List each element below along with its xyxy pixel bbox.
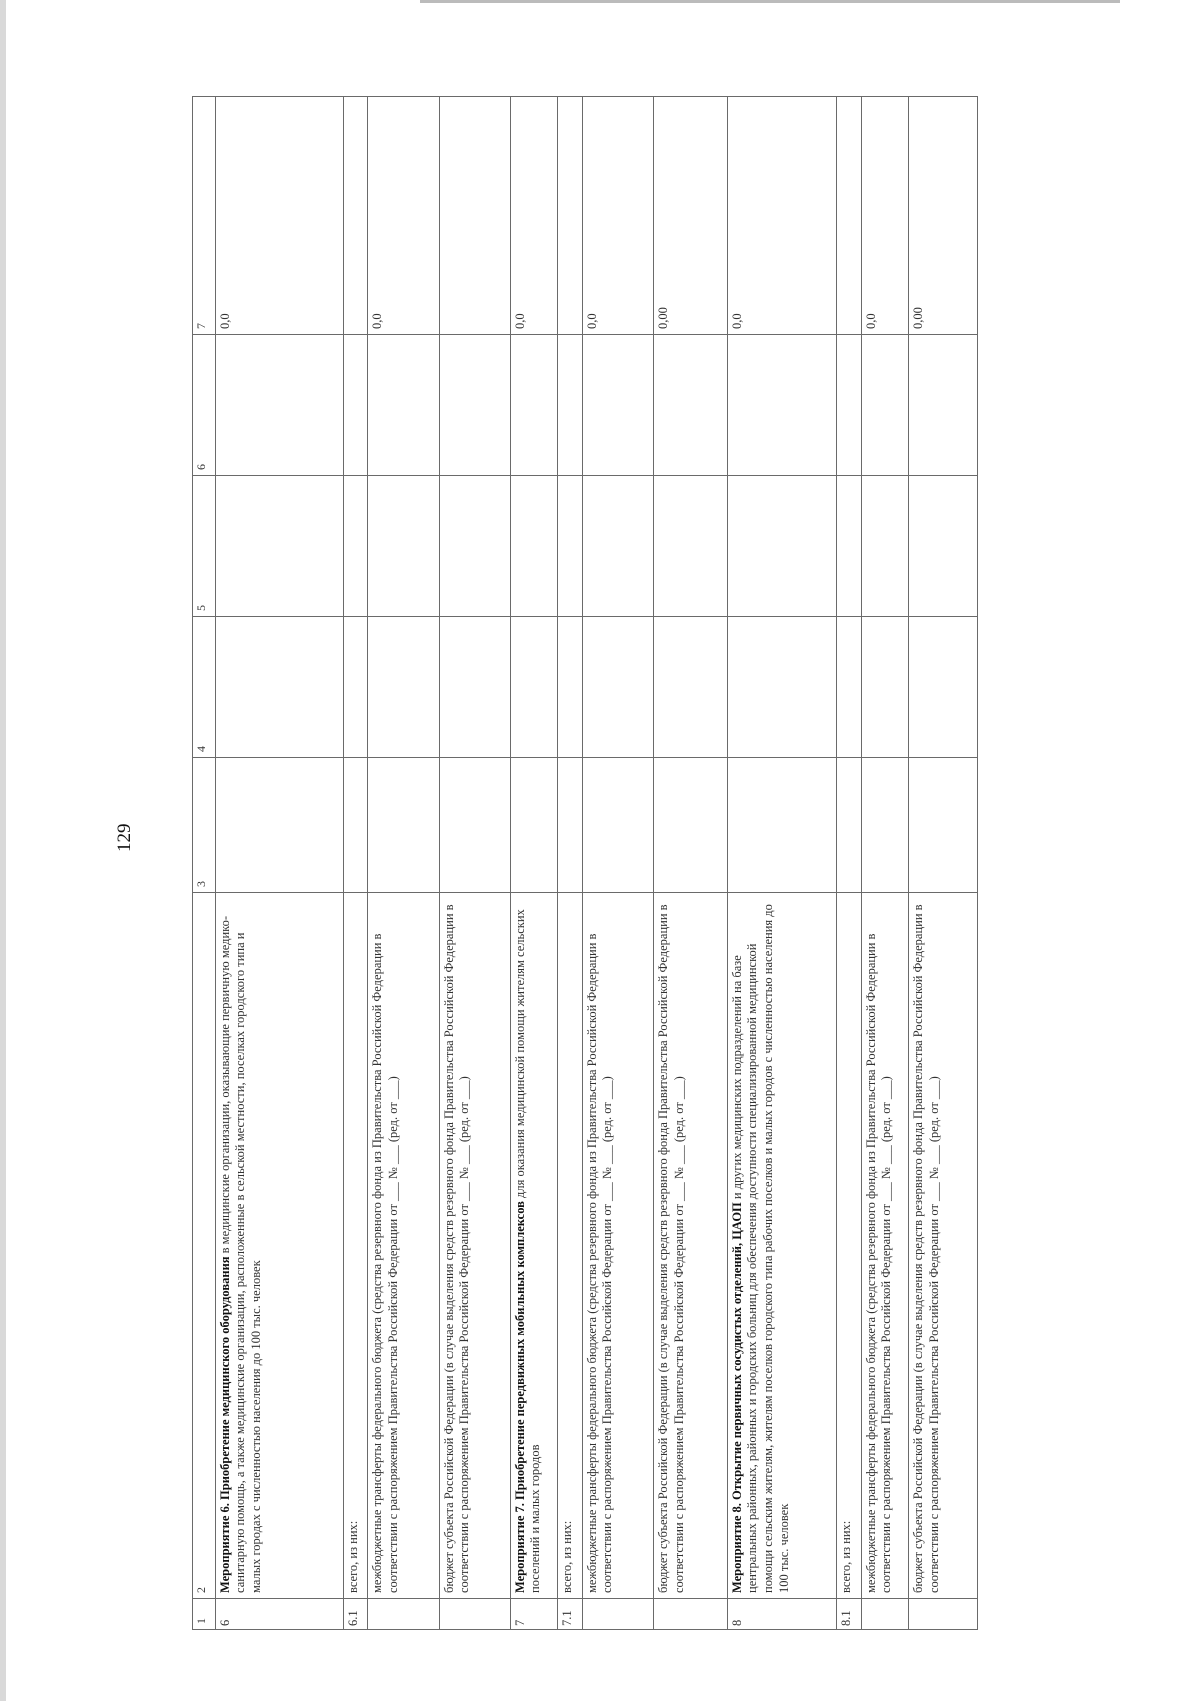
measure-title: Мероприятие 8. Открытие первичных сосудистых отделений, ЦАОП xyxy=(729,1202,744,1593)
empty-cell-col-3 xyxy=(727,758,836,893)
empty-cell-col-6 xyxy=(582,335,653,476)
funding-table xyxy=(192,96,978,1630)
empty-cell-col-4 xyxy=(861,617,909,758)
empty-cell-col-4 xyxy=(909,617,978,758)
row-number-cell xyxy=(909,1599,978,1630)
empty-cell-col-6 xyxy=(558,335,582,476)
description-cell xyxy=(343,893,367,1599)
description-cell xyxy=(909,893,978,1599)
value-cell xyxy=(837,97,861,335)
empty-cell-col-6 xyxy=(837,335,861,476)
empty-cell-col-5 xyxy=(861,476,909,617)
empty-cell-col-3 xyxy=(343,758,367,893)
table-row xyxy=(909,97,978,1630)
description-text: всего, из них: xyxy=(560,1520,575,1593)
empty-cell-col-3 xyxy=(368,758,439,893)
description-text: межбюджетные трансферты федерального бюджета (средства резервного фонда из Правительства Российской Федерации в соответствии с распоряжением Правительства Российской Федерации от ___ № ___ (ред. от ___) xyxy=(370,933,400,1593)
header-cell-4: 4 xyxy=(193,617,216,758)
description-text: в медицинские организации, оказывающие первичную медико-санитарную помощь, а также медицинские организации, расположенные в сельской местности, поселках городского типа и малых городах с численностью населения до 100 тыс. человек xyxy=(217,915,263,1593)
empty-cell-col-6 xyxy=(909,335,978,476)
table-row xyxy=(558,97,582,1630)
value-cell: 0,0 xyxy=(215,97,343,335)
description-text: и других медицинских подразделений на базе центральных районных, районных и городских больниц для обеспечения доступности специализированной медицинской помощи сельским жителям, жителям поселков городского типа рабочих поселков и малых городов с численностью населения до 100 тыс. человек xyxy=(729,904,791,1593)
empty-cell-col-5 xyxy=(215,476,343,617)
value-cell xyxy=(439,97,510,335)
empty-cell-col-4 xyxy=(727,617,836,758)
measure-title: Мероприятие 6. Приобретение медицинского оборудования xyxy=(217,1256,232,1593)
empty-cell-col-5 xyxy=(909,476,978,617)
description-cell xyxy=(837,893,861,1599)
measure-title: Мероприятие 7. Приобретение передвижных мобильных комплексов xyxy=(512,1201,527,1593)
empty-cell-col-6 xyxy=(343,335,367,476)
empty-cell-col-5 xyxy=(368,476,439,617)
header-cell-6: 6 xyxy=(193,335,216,476)
empty-cell-col-6 xyxy=(510,335,558,476)
table-row xyxy=(368,97,439,1630)
empty-cell-col-3 xyxy=(654,758,728,893)
value-cell: 0,0 xyxy=(861,97,909,335)
empty-cell-col-5 xyxy=(654,476,728,617)
empty-cell-col-4 xyxy=(343,617,367,758)
header-cell-3: 3 xyxy=(193,758,216,893)
description-cell xyxy=(582,893,653,1599)
empty-cell-col-3 xyxy=(861,758,909,893)
empty-cell-col-3 xyxy=(215,758,343,893)
description-text: всего, из них: xyxy=(345,1520,360,1593)
empty-cell-col-4 xyxy=(558,617,582,758)
empty-cell-col-4 xyxy=(368,617,439,758)
empty-cell-col-3 xyxy=(439,758,510,893)
description-cell xyxy=(215,893,343,1599)
row-number-cell: 8.1 xyxy=(837,1599,861,1630)
row-number-cell xyxy=(439,1599,510,1630)
header-cell-5: 5 xyxy=(193,476,216,617)
empty-cell-col-4 xyxy=(654,617,728,758)
empty-cell-col-6 xyxy=(439,335,510,476)
table-row xyxy=(510,97,558,1630)
row-number-cell: 7 xyxy=(510,1599,558,1630)
value-cell: 0,0 xyxy=(727,97,836,335)
row-number-cell xyxy=(368,1599,439,1630)
description-cell xyxy=(558,893,582,1599)
empty-cell-col-6 xyxy=(368,335,439,476)
empty-cell-col-4 xyxy=(837,617,861,758)
row-number-cell: 6 xyxy=(215,1599,343,1630)
description-text: бюджет субъекта Российской Федерации (в случае выделения средств резервного фонда Правительства Российской Федерации в соответствии с распоряжением Правительства Российской Федерации от ___ № ___ (ред. от ___) xyxy=(911,904,941,1593)
description-cell xyxy=(510,893,558,1599)
empty-cell-col-5 xyxy=(439,476,510,617)
table-row xyxy=(727,97,836,1630)
empty-cell-col-6 xyxy=(215,335,343,476)
description-cell xyxy=(861,893,909,1599)
value-cell: 0,0 xyxy=(510,97,558,335)
description-text: для оказания медицинской помощи жителям сельских поселений и малых городов xyxy=(512,909,543,1593)
row-number-cell: 7.1 xyxy=(558,1599,582,1630)
row-number-cell xyxy=(861,1599,909,1630)
empty-cell-col-5 xyxy=(558,476,582,617)
empty-cell-col-5 xyxy=(510,476,558,617)
table-row xyxy=(861,97,909,1630)
table-row xyxy=(439,97,510,1630)
empty-cell-col-6 xyxy=(727,335,836,476)
description-text: бюджет субъекта Российской Федерации (в случае выделения средств резервного фонда Правительства Российской Федерации в соответствии с распоряжением Правительства Российской Федерации от ___ № ___ (ред. от ___) xyxy=(656,904,686,1593)
value-cell: 0,0 xyxy=(582,97,653,335)
table-row xyxy=(215,97,343,1630)
description-text: межбюджетные трансферты федерального бюджета (средства резервного фонда из Правительства Российской Федерации в соответствии с распоряжением Правительства Российской Федерации от ___ № ___ (ред. от ___) xyxy=(584,933,615,1593)
empty-cell-col-3 xyxy=(582,758,653,893)
empty-cell-col-6 xyxy=(654,335,728,476)
header-cell-7: 7 xyxy=(193,97,216,335)
empty-cell-col-4 xyxy=(215,617,343,758)
value-cell: 0,00 xyxy=(909,97,978,335)
rotated-table-container xyxy=(192,96,978,1630)
header-cell-1: 1 xyxy=(193,1599,216,1630)
empty-cell-col-3 xyxy=(909,758,978,893)
scan-edge-left xyxy=(0,0,6,1701)
description-text: всего, из них: xyxy=(839,1520,854,1593)
header-row xyxy=(193,97,216,1630)
table-body xyxy=(193,97,978,1630)
empty-cell-col-3 xyxy=(558,758,582,893)
row-number-cell xyxy=(654,1599,728,1630)
row-number-cell: 8 xyxy=(727,1599,836,1630)
value-cell: 0,00 xyxy=(654,97,728,335)
value-cell xyxy=(343,97,367,335)
empty-cell-col-4 xyxy=(510,617,558,758)
scan-edge-top xyxy=(420,0,1120,3)
page-number: 129 xyxy=(114,823,135,852)
description-cell xyxy=(654,893,728,1599)
table-row xyxy=(837,97,861,1630)
empty-cell-col-3 xyxy=(837,758,861,893)
value-cell xyxy=(558,97,582,335)
empty-cell-col-5 xyxy=(343,476,367,617)
row-number-cell: 6.1 xyxy=(343,1599,367,1630)
table-row xyxy=(582,97,653,1630)
description-cell xyxy=(439,893,510,1599)
value-cell: 0,0 xyxy=(368,97,439,335)
empty-cell-col-5 xyxy=(582,476,653,617)
empty-cell-col-4 xyxy=(582,617,653,758)
empty-cell-col-3 xyxy=(510,758,558,893)
description-text: межбюджетные трансферты федерального бюджета (средства резервного фонда из Правительства Российской Федерации в соответствии с распоряжением Правительства Российской Федерации от ___ № ___ (ред. от ___) xyxy=(863,933,894,1593)
empty-cell-col-5 xyxy=(837,476,861,617)
row-number-cell xyxy=(582,1599,653,1630)
table-row xyxy=(654,97,728,1630)
empty-cell-col-6 xyxy=(861,335,909,476)
description-text: бюджет субъекта Российской Федерации (в случае выделения средств резервного фонда Правительства Российской Федерации в соответствии с распоряжением Правительства Российской Федерации от ___ № ___ (ред. от ___) xyxy=(441,904,472,1593)
empty-cell-col-4 xyxy=(439,617,510,758)
description-cell xyxy=(368,893,439,1599)
header-cell-2: 2 xyxy=(193,893,216,1599)
empty-cell-col-5 xyxy=(727,476,836,617)
description-cell xyxy=(727,893,836,1599)
table-row xyxy=(343,97,367,1630)
